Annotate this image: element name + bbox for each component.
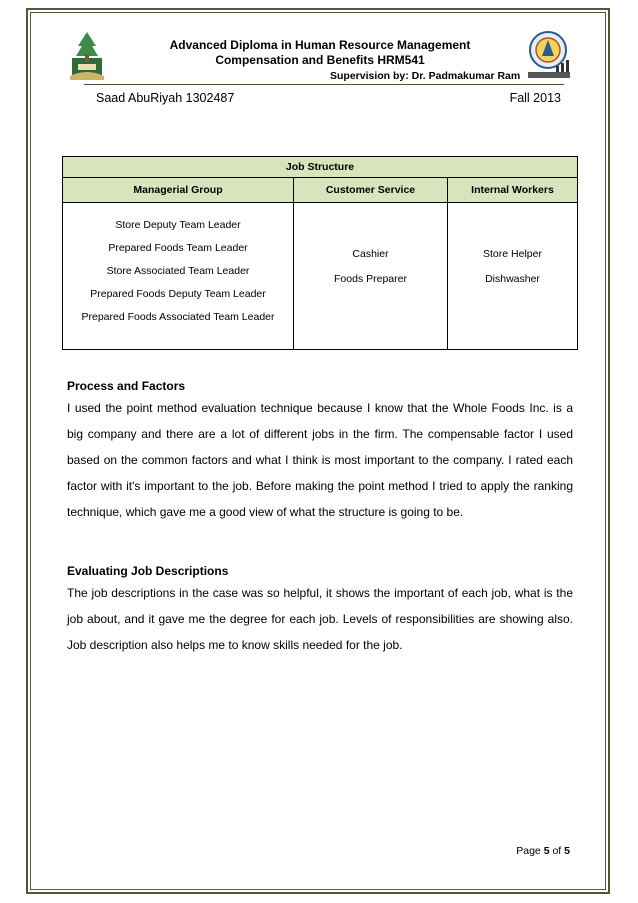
list-item: Foods Preparer	[334, 273, 407, 285]
column-header-customer-service: Customer Service	[294, 178, 448, 203]
header-program-title: Advanced Diploma in Human Resource Management	[169, 38, 471, 52]
column-header-managerial: Managerial Group	[63, 178, 294, 203]
header-divider	[84, 84, 564, 85]
list-item: Prepared Foods Associated Team Leader	[81, 311, 275, 323]
list-item: Prepared Foods Deputy Team Leader	[90, 288, 266, 300]
student-name-id: Saad AbuRiyah 1302487	[96, 91, 235, 105]
page-number	[516, 845, 570, 857]
institute-emblem-logo	[526, 28, 572, 82]
list-item: Store Deputy Team Leader	[115, 219, 241, 231]
evaluating-section	[67, 562, 573, 658]
section-body: I used the point method evaluation technique because I know that the Whole Foods Inc. is a big company and there are a lot of different jobs in the firm. The compensable factor I used based on the common factors and what I think is most important to the company. I rated each factor with it's important to the job. Before making the point method I tried to apply the ranking technique, which gave me a good view of what the structure is going to be.	[67, 401, 573, 519]
header-supervision: Supervision by: Dr. Padmakumar Ram	[330, 70, 521, 82]
job-structure-table	[62, 156, 578, 350]
of-word: of	[552, 845, 562, 857]
list-item: Cashier	[352, 248, 389, 260]
university-crest-logo	[64, 28, 110, 82]
term-label: Fall 2013	[509, 91, 561, 105]
page-total: 5	[564, 845, 570, 857]
managerial-cell	[63, 203, 294, 350]
customer-service-cell	[294, 203, 448, 350]
list-item: Prepared Foods Team Leader	[108, 242, 248, 254]
table-title: Job Structure	[63, 157, 578, 178]
process-section	[67, 377, 573, 525]
page-current: 5	[543, 845, 550, 857]
section-body: The job descriptions in the case was so helpful, it shows the important of each job, what is the job about, and it gave me the degree for each job. Levels of responsibilities are showing also. Job description also helps me to know skills needed for the job.	[67, 586, 573, 652]
list-item: Store Helper	[483, 248, 542, 260]
internal-workers-cell	[448, 203, 578, 350]
list-item: Store Associated Team Leader	[106, 265, 250, 277]
list-item: Dishwasher	[485, 273, 540, 285]
section-heading: Process and Factors	[67, 379, 186, 393]
section-heading: Evaluating Job Descriptions	[67, 564, 229, 578]
page-word: Page	[516, 845, 541, 857]
header-course-title: Compensation and Benefits HRM541	[215, 53, 425, 67]
column-header-internal-workers: Internal Workers	[448, 178, 578, 203]
